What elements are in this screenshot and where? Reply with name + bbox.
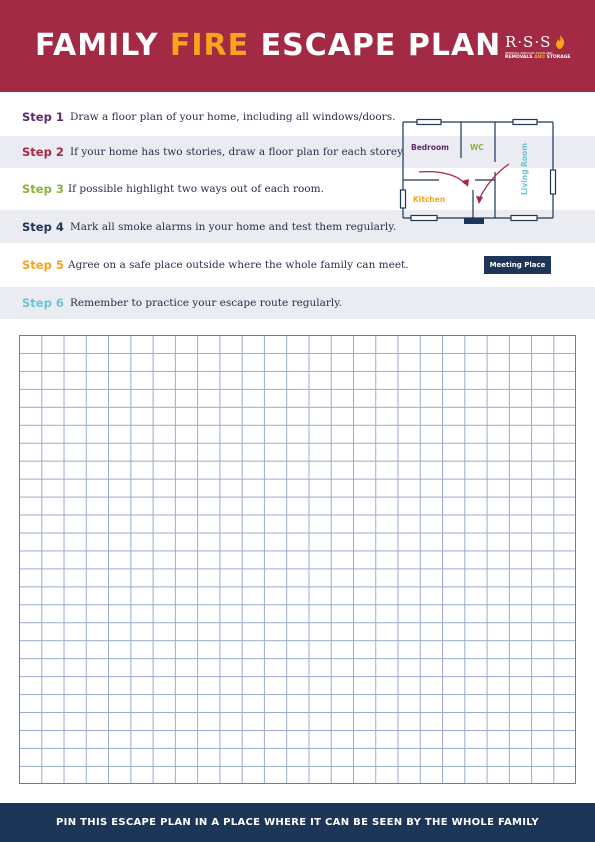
front-door <box>464 218 484 224</box>
floorplan-wc-label: WC <box>470 143 484 152</box>
page-footer <box>0 803 595 842</box>
step-3-text: If possible highlight two ways out of each room. <box>68 183 324 195</box>
logo-flame-icon <box>555 35 565 49</box>
logo-company-line: REMOVAL SERVICES SCOTLAND <box>505 51 553 55</box>
floorplan-kitchen-label: Kitchen <box>413 195 446 204</box>
window-left <box>401 190 406 208</box>
logo-tagline-storage: STORAGE <box>545 55 571 60</box>
logo-tagline <box>505 55 570 60</box>
logo-rss-text: R·S·S <box>505 33 552 51</box>
window-top-right <box>513 120 537 125</box>
example-floor-plan <box>397 110 559 230</box>
step-5-label: Step 5 <box>22 257 64 272</box>
drawing-grid[interactable] <box>19 335 576 784</box>
step-1-label: Step 1 <box>22 110 64 124</box>
step-4-label: Step 4 <box>22 219 64 234</box>
floorplan-living-room-label: Living Room <box>520 142 529 195</box>
window-right <box>551 170 556 194</box>
page-header <box>0 0 595 92</box>
step-6-label: Step 6 <box>22 296 64 310</box>
step-row-6 <box>0 287 595 319</box>
title-part-family: FAMILY <box>35 28 170 63</box>
step-2-text: If your home has two stories, draw a floor plan for each storey. <box>70 146 405 158</box>
title-accent-fire: FIRE <box>169 28 250 63</box>
rss-logo <box>505 33 569 67</box>
step-2-label: Step 2 <box>22 145 64 159</box>
window-bottom-right <box>511 216 537 221</box>
step-6-text: Remember to practice your escape route regularly. <box>70 297 343 309</box>
floorplan-bedroom-label: Bedroom <box>411 143 449 152</box>
step-1-text: Draw a floor plan of your home, including all windows/doors. <box>70 111 396 123</box>
footer-text: PIN THIS ESCAPE PLAN IN A PLACE WHERE IT CAN BE SEEN BY THE WHOLE FAMILY <box>56 817 539 828</box>
window-top-left <box>417 120 441 125</box>
step-3-label: Step 3 <box>22 182 64 196</box>
window-bottom-left <box>411 216 437 221</box>
title-part-escape-plan: ESCAPE PLAN <box>249 28 502 63</box>
step-4-text: Mark all smoke alarms in your home and test them regularly. <box>70 220 397 233</box>
meeting-place-badge: Meeting Place <box>484 256 551 274</box>
page-title <box>35 28 501 63</box>
logo-tagline-removals: REMOVALS <box>505 55 535 60</box>
logo-tagline-and: AND <box>534 55 546 60</box>
step-5-text: Agree on a safe place outside where the whole family can meet. <box>68 258 409 271</box>
